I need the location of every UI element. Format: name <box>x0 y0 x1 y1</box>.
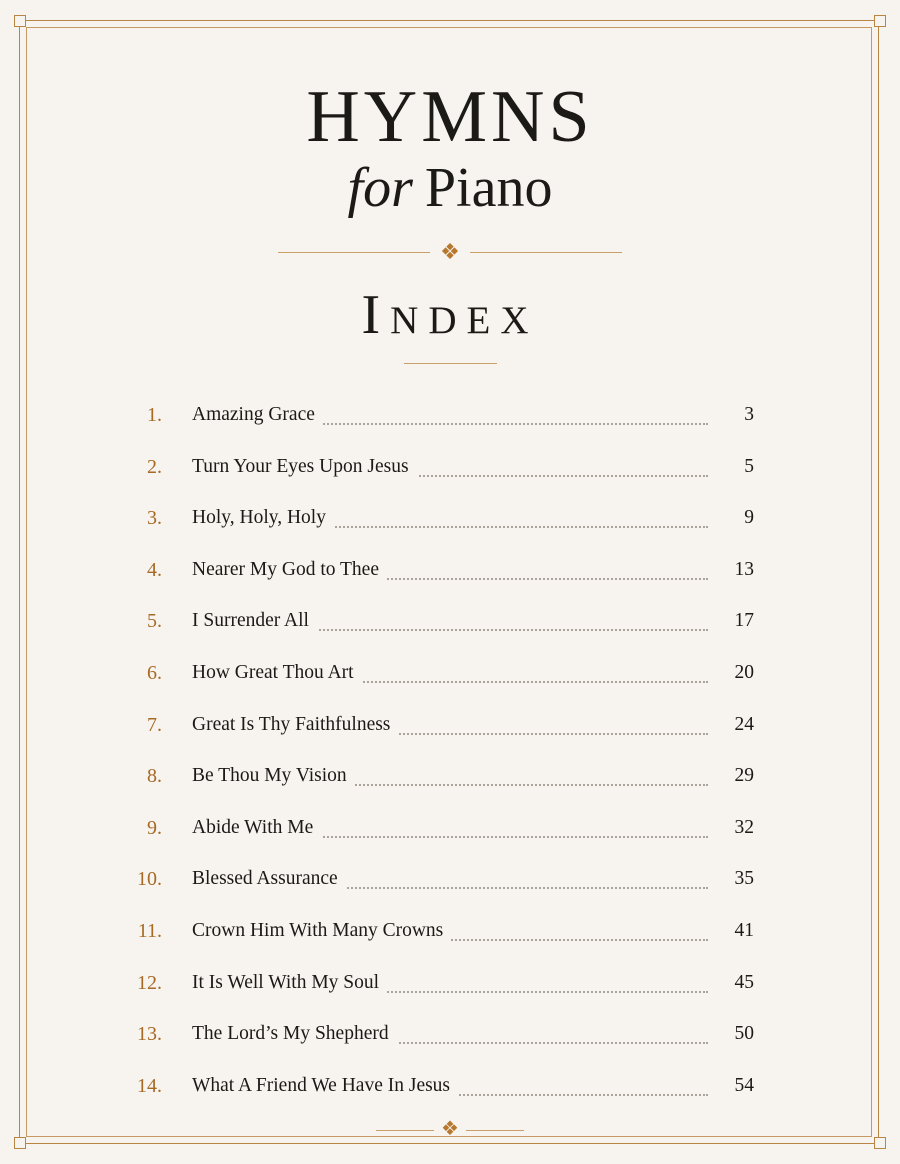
toc-entry-page: 24 <box>734 714 754 735</box>
toc-entry-title: The Lord’s My Shepherd <box>192 1014 397 1054</box>
toc-entry-number: 4. <box>147 559 162 581</box>
footer-divider-right <box>466 1130 524 1131</box>
toc-entry <box>0 1066 900 1106</box>
toc-entry-page: 20 <box>734 662 754 683</box>
toc-entry-page: 54 <box>734 1075 754 1096</box>
toc-entry-title: Crown Him With Many Crowns <box>192 911 451 951</box>
toc-entry-title: Amazing Grace <box>192 395 323 435</box>
toc-entry-number: 13. <box>137 1023 162 1045</box>
toc-entry-page: 50 <box>734 1023 754 1044</box>
toc-entry-title: Great Is Thy Faithfulness <box>192 705 398 745</box>
corner-ornament-top-right <box>874 15 886 27</box>
toc-entry-page: 32 <box>734 817 754 838</box>
toc-entry-number: 12. <box>137 972 162 994</box>
toc-entry-number: 6. <box>147 662 162 684</box>
toc-entry <box>0 756 900 796</box>
toc-entry-page: 17 <box>734 610 754 631</box>
book-subtitle-italic: for <box>347 157 413 219</box>
toc-entry-page: 13 <box>734 559 754 580</box>
toc-entry-title: Blessed Assurance <box>192 859 346 899</box>
toc-entry-page: 9 <box>744 507 754 528</box>
toc-entry-number: 7. <box>147 714 162 736</box>
toc-entry-title: It Is Well With My Soul <box>192 963 387 1003</box>
toc-entry-page: 5 <box>744 456 754 477</box>
toc-entry-page: 35 <box>734 868 754 889</box>
index-heading: Index <box>361 284 539 346</box>
toc-entry-number: 5. <box>147 610 162 632</box>
toc-entry <box>0 395 900 435</box>
corner-ornament-top-left <box>14 15 26 27</box>
divider-line-right <box>470 252 622 253</box>
corner-ornament-bottom-left <box>14 1137 26 1149</box>
toc-entry-title: Turn Your Eyes Upon Jesus <box>192 447 417 487</box>
toc-entry-title: How Great Thou Art <box>192 653 362 693</box>
toc-entry-title: Nearer My God to Thee <box>192 550 387 590</box>
corner-ornament-bottom-right <box>874 1137 886 1149</box>
toc-entry-number: 8. <box>147 765 162 787</box>
toc-entry <box>0 550 900 590</box>
toc-entry <box>0 498 900 538</box>
toc-entry-number: 11. <box>137 920 162 942</box>
toc-entry-title: I Surrender All <box>192 601 317 641</box>
book-title: HYMNS <box>306 76 594 158</box>
divider-line-left <box>278 252 430 253</box>
toc-entry-page: 41 <box>734 920 754 941</box>
fleuron-icon: ❖ <box>440 239 460 264</box>
toc-entry-title: Abide With Me <box>192 808 321 848</box>
toc-entry <box>0 859 900 899</box>
index-underline <box>404 363 497 364</box>
toc-entry-number: 1. <box>147 404 162 426</box>
toc-entry-title: Be Thou My Vision <box>192 756 355 796</box>
toc-entry-number: 14. <box>137 1075 162 1097</box>
book-subtitle-main: Piano <box>424 157 553 219</box>
toc-entry-number: 9. <box>147 817 162 839</box>
toc-entry <box>0 1014 900 1054</box>
toc-entry <box>0 808 900 848</box>
toc-entry-title: Holy, Holy, Holy <box>192 498 334 538</box>
toc-entry-number: 10. <box>137 868 162 890</box>
toc-entry-number: 2. <box>147 456 162 478</box>
toc-entry-page: 45 <box>734 972 754 993</box>
footer-divider-left <box>376 1130 434 1131</box>
toc-entry-page: 3 <box>744 404 754 425</box>
toc-entry <box>0 705 900 745</box>
footer-fleuron-icon: ❖ <box>441 1118 459 1140</box>
toc-entry <box>0 447 900 487</box>
book-subtitle <box>0 157 900 219</box>
toc-entry-number: 3. <box>147 507 162 529</box>
toc-entry <box>0 963 900 1003</box>
toc-entry <box>0 653 900 693</box>
toc-entry-page: 29 <box>734 765 754 786</box>
toc-entry-title: What A Friend We Have In Jesus <box>192 1066 458 1106</box>
toc-entry <box>0 601 900 641</box>
toc-entry <box>0 911 900 951</box>
